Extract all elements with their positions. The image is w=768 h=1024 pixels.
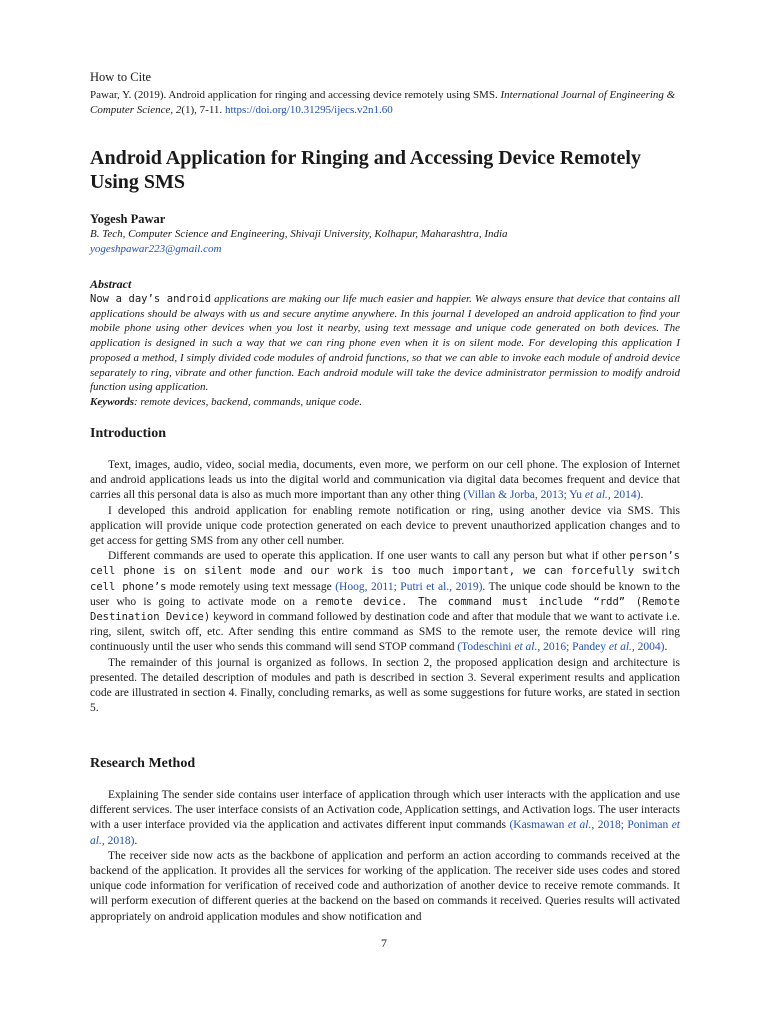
author-affiliation: B. Tech, Computer Science and Engineering, Shivaji University, Kolhapur, Maharashtra, India: [90, 228, 508, 240]
ref-end: 2014): [610, 489, 641, 502]
abstract-body: [90, 292, 680, 395]
keywords-label: Keywords: [90, 396, 134, 408]
method-p1-text: Explaining The sender side contains user interface of application through which user interacts with the application and use different services. The user interface consists of an Activation code, Application settings, and Activation logs. The user interacts with a user interface provided via the application and activates different input commands: [90, 789, 680, 832]
abstract-heading: Abstract: [90, 277, 132, 291]
citation-volume: 2: [175, 104, 182, 116]
abstract-lead: Now a day’s android: [90, 293, 212, 305]
ref-end: 2018): [104, 834, 135, 847]
intro-p3-d: keyword in command followed by destination code and after that module that we want to activate i.e. ring, silent, switch off, etc. After sending this entire command as SMS to the remote user, the remote device will ring continuously until the user who sends this command will send STOP command: [90, 611, 680, 654]
research-method-heading: Research Method: [90, 756, 196, 771]
intro-p1-text: Text, images, audio, video, social media, documents, even more, we perform on our cell phone. The explosion of Internet and android applications leads us into the digital world and communication via digital data becomes frequent and device that carries all this personal data is also as much more important than any other thing: [90, 459, 680, 502]
intro-p3-end: .: [664, 641, 668, 654]
ref-etal: et al.,: [564, 819, 595, 832]
keywords-line: [90, 396, 680, 408]
page-number: 7: [381, 936, 387, 950]
author-email-link[interactable]: yogeshpawar223@gmail.com: [90, 243, 222, 255]
method-paragraph-2: The receiver side now acts as the backbone of application and perform an action according to commands received at the backend of the application. It provides all the services for working of the application. The receiver side uses codes and stored unique code information for verification of received code and authorization of another device to receive remote commands. It will perform execution of different queries at the backend on the based on commands it received. Queries results will activated appropriately on android application modules and show notification and: [90, 849, 680, 923]
ref-etal: et al.,: [511, 641, 541, 654]
method-paragraph-1: [90, 788, 680, 849]
research-method-body: [90, 788, 680, 925]
ref-etal: et al.,: [582, 489, 611, 502]
ref-text: (Todeschini: [457, 641, 512, 654]
citation-link[interactable]: (Hoog, 2011; Putri et al., 2019): [335, 580, 483, 593]
intro-paragraph-4: The remainder of this journal is organized as follows. In section 2, the proposed application design and architecture is presented. The detailed description of modules and path is described in section 3. Several experiment results and application code are illustrated in section 4. Finally, concluding remarks, as well as some suggestions for future works, are stated in section 5.: [90, 656, 680, 715]
method-p1-end: .: [134, 834, 138, 847]
intro-p3-b: mode remotely using text message: [166, 580, 336, 593]
ref-etal: et al.,: [90, 819, 680, 847]
citation-link[interactable]: [463, 489, 640, 501]
ref-text: (Villan & Jorba, 2013; Yu: [463, 489, 583, 502]
doi-link[interactable]: https://doi.org/10.31295/ijecs.v2n1.60: [224, 104, 393, 116]
ref-mid: 2018; Poniman: [594, 819, 669, 832]
intro-paragraph-2: I developed this android application for enabling remote notification or ring, using another device via SMS. This application will provide unique code protection generated on each device to prevent unauthorized application changes and to get access for getting SMS from any other cell number.: [90, 504, 680, 548]
citation-link[interactable]: [457, 641, 664, 653]
paper-title: Android Application for Ringing and Accessing Device Remotely Using SMS: [90, 147, 641, 193]
intro-p3-c: . The unique code should be known to the user who is going to activate mode on a: [90, 580, 680, 608]
introduction-heading: Introduction: [90, 426, 166, 441]
ref-mid: 2016; Pandey: [540, 641, 607, 654]
ref-etal: et al.,: [606, 641, 635, 654]
intro-paragraph-1: [90, 458, 680, 504]
citation-text: [90, 88, 680, 118]
keywords-text: : remote devices, backend, commands, unique code.: [134, 396, 363, 408]
intro-p3-mono-2: remote device. The command must include “rdd” (Remote Destination Device): [90, 595, 680, 624]
how-to-cite-label: How to Cite: [90, 70, 152, 84]
intro-p3-mono-1: person’s cell phone is on silent mode and our work is too much important, we can forcefully switch cell phone’s: [90, 550, 680, 593]
intro-p1-end: .: [640, 489, 644, 502]
citation-sep: ,: [170, 104, 176, 116]
citation-lead: Pawar, Y. (2019). Android application for ringing and accessing device remotely using SMS.: [90, 89, 501, 101]
intro-p3-a: Different commands are used to operate this application. If one user wants to call any person but what if other: [108, 550, 630, 563]
ref-end: 2004): [634, 641, 665, 654]
abstract-text: applications are making our life much easier and happier. We always ensure that device that contains all applications should be always with us and secure anytime anywhere. In this journal I developed an android application to find your mobile phone using other devices when you lost it nearby, using text message and unique code generated on both devices. The application is designed in such a way that we can ring phone even when it is on silent mode. For developing this application I proposed a method, I simply divided code modules of android functions, so that we can able to invoke each module of android device separately to ring, vibrate and other function. Each android module will take the device administrator permission to modify android function using application.: [90, 293, 680, 394]
introduction-body: [90, 458, 680, 716]
citation-issue-pages: (1), 7-11.: [181, 104, 225, 116]
author-name: Yogesh Pawar: [90, 212, 166, 226]
ref-text: (Kasmawan: [509, 819, 565, 832]
intro-paragraph-3: [90, 549, 680, 655]
citation-journal: International Journal of Engineering & Computer Science: [90, 89, 676, 116]
